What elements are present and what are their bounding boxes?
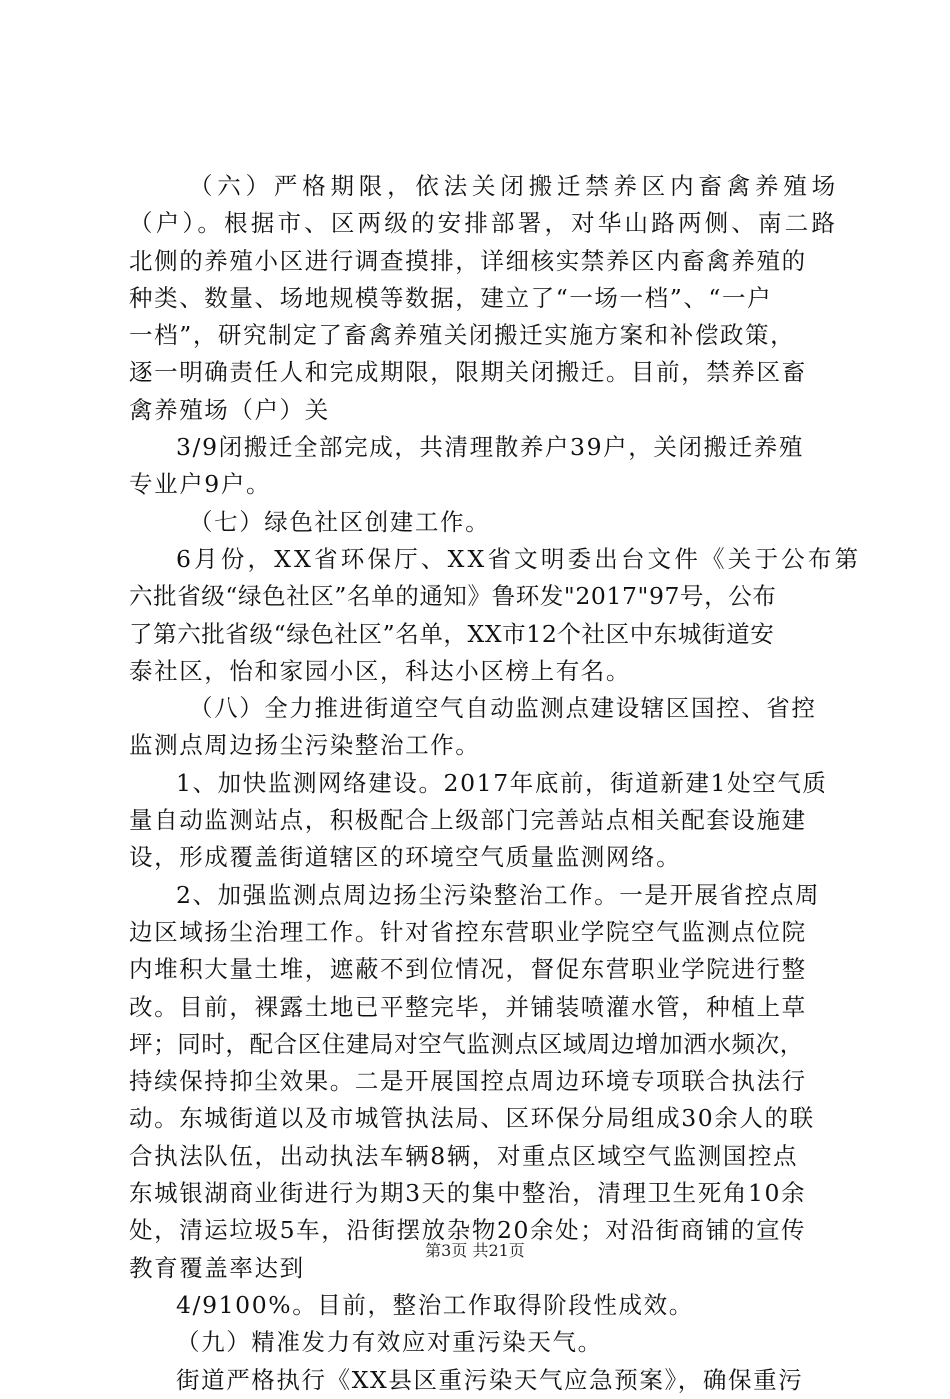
text-line: 动。东城街道以及市城管执法局、区环保分局组成30余人的联 (129, 1104, 815, 1133)
text-line: 内堆积大量土堆，遮蔽不到位情况，督促东营职业学院进行整 (129, 955, 807, 984)
text-line: 边区域扬尘治理工作。针对省控东营职业学院空气监测点位院 (129, 917, 807, 946)
text-line: 合执法队伍，出动执法车辆8辆，对重点区域空气监测国控点 (129, 1141, 799, 1170)
document-body (129, 168, 862, 1399)
text-line: 4/9100%。目前，整治工作取得阶段性成效。 (176, 1290, 694, 1319)
text-line: 1、加快监测网络建设。2017年底前，街道新建1处空气质 (176, 768, 828, 797)
text-line: 量自动监测站点，积极配合上级部门完善站点相关配套设施建 (129, 806, 807, 835)
text-line: 街道严格执行《XX县区重污染天气应急预案》，确保重污 (176, 1365, 804, 1394)
text-line: 监测点周边扬尘污染整治工作。 (129, 731, 481, 760)
text-line: 专业户9户。 (129, 470, 272, 499)
page-number-footer: 第3页 共21页 (425, 1241, 525, 1260)
text-line: 3/9闭搬迁全部完成，共清理散养户39户，关闭搬迁养殖 (176, 433, 804, 462)
text-line: 种类、数量、场地规模等数据，建立了“一场一档”、“一户 (129, 283, 773, 312)
text-line: 处，清运垃圾5车，沿街摆放杂物20余处；对沿街商铺的宣传 (129, 1216, 807, 1245)
text-line: 禽养殖场（户）关 (129, 395, 330, 424)
text-line: 6月份，XX省环保厅、XX省文明委出台文件《关于公布第 (176, 544, 862, 573)
text-line: 教育覆盖率达到 (129, 1253, 305, 1282)
text-line: 东城银湖商业街进行为期3天的集中整治，清理卫生死角10余 (129, 1179, 807, 1208)
text-line: 逐一明确责任人和完成期限，限期关闭搬迁。目前，禁养区畜 (129, 358, 807, 387)
text-line: （户）。根据市、区两级的安排部署，对华山路两侧、南二路 (129, 209, 839, 238)
text-line: （六）严格期限，依法关闭搬迁禁养区内畜禽养殖场 (189, 172, 840, 200)
text-line: 北侧的养殖小区进行调查摸排，详细核实禁养区内畜禽养殖的 (129, 246, 807, 275)
text-line: 设，形成覆盖街道辖区的环境空气质量监测网络。 (129, 843, 682, 872)
text-line: 泰社区，怡和家园小区，科达小区榜上有名。 (129, 656, 631, 685)
section-heading: （八）全力推进街道空气自动监测点建设辖区国控、省控 (189, 694, 817, 723)
text-line: 2、加强监测点周边扬尘污染整治工作。一是开展省控点周 (176, 880, 821, 909)
text-line: 坪；同时，配合区住建局对空气监测点区域周边增加洒水频次， (129, 1029, 804, 1058)
text-line: 六批省级“绿色社区”名单的通知》鲁环发"2017"97号，公布 (129, 582, 777, 611)
section-heading: （七）绿色社区创建工作。 (189, 507, 491, 536)
text-line: 持续保持抑尘效果。二是开展国控点周边环境专项联合执法行 (129, 1067, 807, 1096)
text-line: 改。目前，裸露土地已平整完毕，并铺装喷灌水管，种植上草 (129, 992, 807, 1021)
text-line: 一档”，研究制定了畜禽养殖关闭搬迁实施方案和补偿政策， (129, 321, 796, 350)
section-heading: （九）精准发力有效应对重污染天气。 (176, 1328, 603, 1357)
text-line: 了第六批省级“绿色社区”名单，XX市12个社区中东城街道安 (129, 619, 775, 648)
